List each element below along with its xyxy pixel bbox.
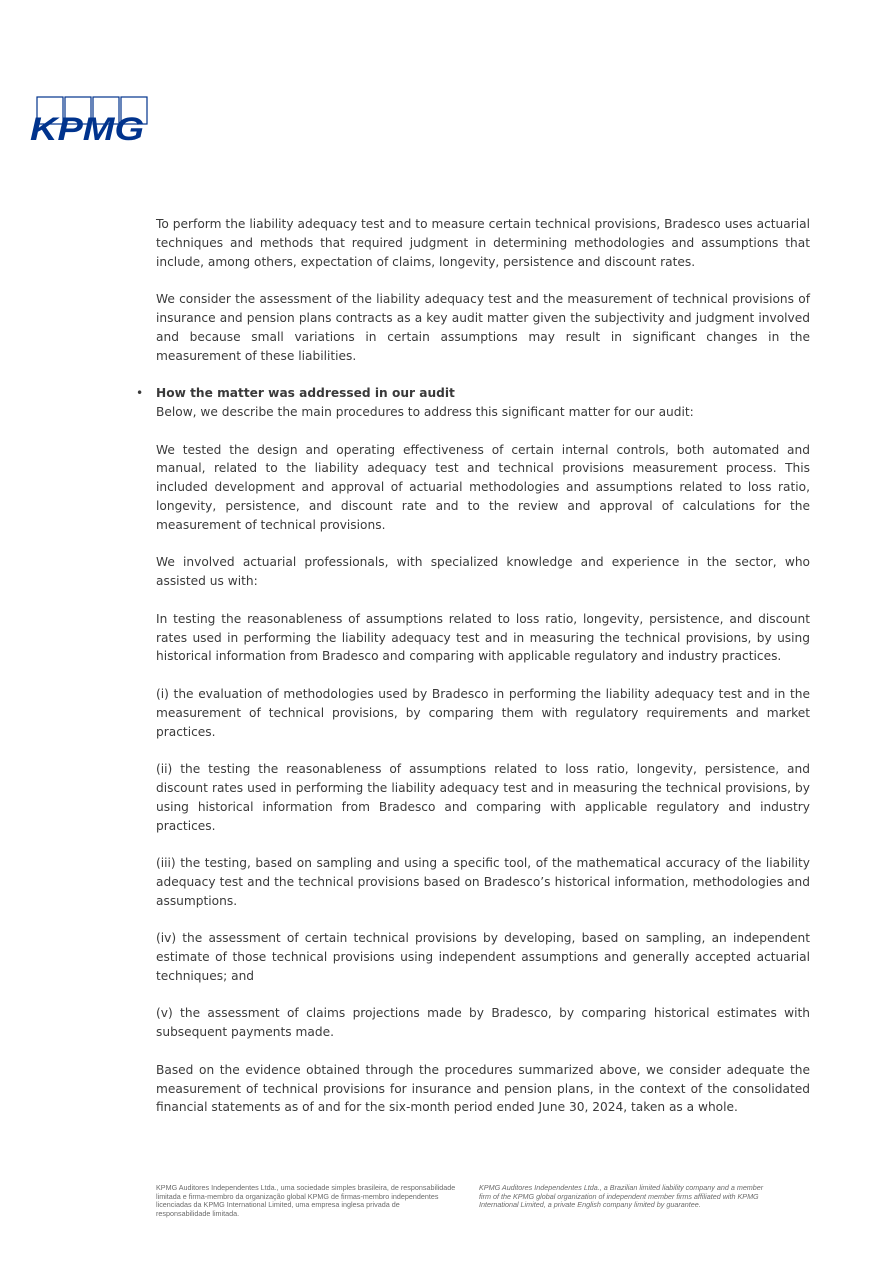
procedure-item: (i) the evaluation of methodologies used by Bradesco in performing the liability adequacy test and in the measurement of technical provisions, by comparing them with regulatory requirements and market practices.: [156, 686, 810, 739]
paragraph: In testing the reasonableness of assumptions related to loss ratio, longevity, persistence, and discount rates used in performing the liability adequacy test and in measuring the technical provisions, by using historical information from Bradesco and comparing with applicable regulatory and industry practices.: [156, 611, 810, 664]
kpmg-logo: [30, 96, 148, 142]
paragraph: To perform the liability adequacy test and to measure certain technical provisions, Bradesco uses actuarial techniques and methods that required judgment in determining methodologies and assumptions that include, among others, expectation of claims, longevity, persistence and discount rates.: [156, 217, 810, 269]
section-intro: Below, we describe the main procedures to address this significant matter for our audit:: [156, 404, 694, 419]
conclusion-paragraph: Based on the evidence obtained through the procedures summarized above, we consider adequate the measurement of technical provisions for insurance and pension plans, in the context of the consolidated financial statements as of and for the six-month period ended June 30, 2024, taken as a whole.: [156, 1062, 810, 1115]
document-body: [136, 215, 810, 1136]
bullet-icon: •: [136, 386, 144, 401]
paragraph: We tested the design and operating effectiveness of certain internal controls, both automated and manual, related to the liability adequacy test and technical provisions measurement process. This included development and approval of actuarial methodologies and assumptions related to loss ratio, longevity, persistence, and discount rate and to the review and approval of calculations for the measurement of technical provisions.: [156, 442, 810, 532]
section-heading-text: How the matter was addressed in our audit: [156, 386, 455, 401]
procedure-item: (iii) the testing, based on sampling and using a specific tool, of the mathematical accuracy of the liability adequacy test and the technical provisions based on Bradesco’s historical information, methodologies and assumptions.: [156, 856, 810, 908]
footer-legal-en: KPMG Auditores Independentes Ltda., a Brazilian limited liability company and a member firm of the KPMG global organization of independent member firms affiliated with KPMG International Limited, a private English company limited by guarantee.: [479, 1183, 764, 1210]
procedure-item: (v) the assessment of claims projections made by Bradesco, by comparing historical estimates with subsequent payments made.: [156, 1006, 810, 1040]
footer-legal-pt: KPMG Auditores Independentes Ltda., uma sociedade simples brasileira, de responsabilidade limitada e firma-membro da organização global KPMG de firmas-membro independentes licenciadas da KPMG International Limited, uma empresa inglesa privada de responsabilidade limitada.: [156, 1183, 456, 1218]
paragraph: We involved actuarial professionals, with specialized knowledge and experience in the sector, who assisted us with:: [156, 555, 810, 589]
kpmg-logo-text: KPMG: [30, 111, 144, 142]
procedure-item: (iv) the assessment of certain technical provisions by developing, based on sampling, an independent estimate of those technical provisions using independent assumptions and generally accepted actuarial techniques; and: [156, 931, 810, 983]
procedure-item: (ii) the testing the reasonableness of assumptions related to loss ratio, longevity, persistence, and discount rates used in performing the liability adequacy test and in measuring the technical provisions, by using historical information from Bradesco and comparing with applicable regulatory and industry practices.: [156, 762, 810, 833]
section-heading: [136, 384, 810, 403]
paragraph: We consider the assessment of the liability adequacy test and the measurement of technical provisions of insurance and pension plans contracts as a key audit matter given the subjectivity and judgment involved and because small variations in certain assumptions may result in significant changes in the measurement of these liabilities.: [156, 292, 810, 363]
